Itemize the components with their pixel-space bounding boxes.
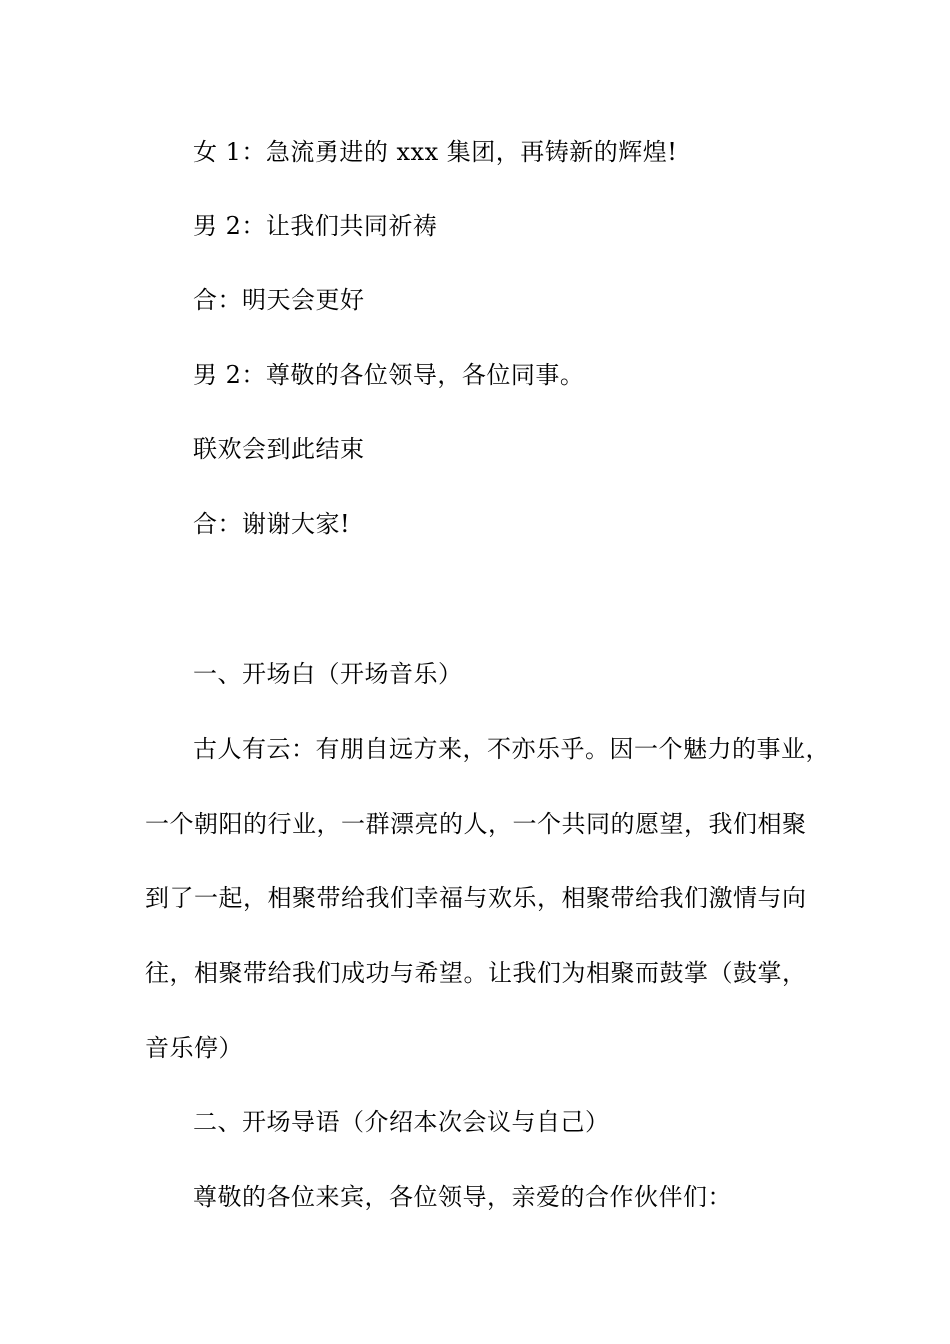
script-line: 合：谢谢大家!	[193, 510, 351, 538]
script-line: 男 2：让我们共同祈祷	[193, 212, 438, 240]
section-heading: 二、开场导语（介绍本次会议与自己）	[193, 1108, 610, 1136]
paragraph-line: 一个朝阳的行业，一群漂亮的人，一个共同的愿望，我们相聚	[145, 810, 807, 838]
script-line: 联欢会到此结束	[193, 435, 365, 463]
paragraph-line: 往，相聚带给我们成功与希望。让我们为相聚而鼓掌（鼓掌，	[145, 959, 807, 987]
section-heading: 一、开场白（开场音乐）	[193, 660, 463, 688]
script-line: 合：明天会更好	[193, 286, 365, 314]
paragraph-line: 到了一起，相聚带给我们幸福与欢乐，相聚带给我们激情与向	[145, 884, 807, 912]
paragraph-line: 古人有云：有朋自远方来，不亦乐乎。因一个魅力的事业，	[193, 735, 830, 763]
paragraph-line: 尊敬的各位来宾，各位领导，亲爱的合作伙伴们：	[193, 1183, 732, 1211]
script-line: 女 1：急流勇进的 xxx 集团，再铸新的辉煌!	[193, 138, 678, 166]
paragraph-line: 音乐停）	[145, 1034, 243, 1062]
script-line: 男 2：尊敬的各位领导，各位同事。	[193, 361, 585, 389]
